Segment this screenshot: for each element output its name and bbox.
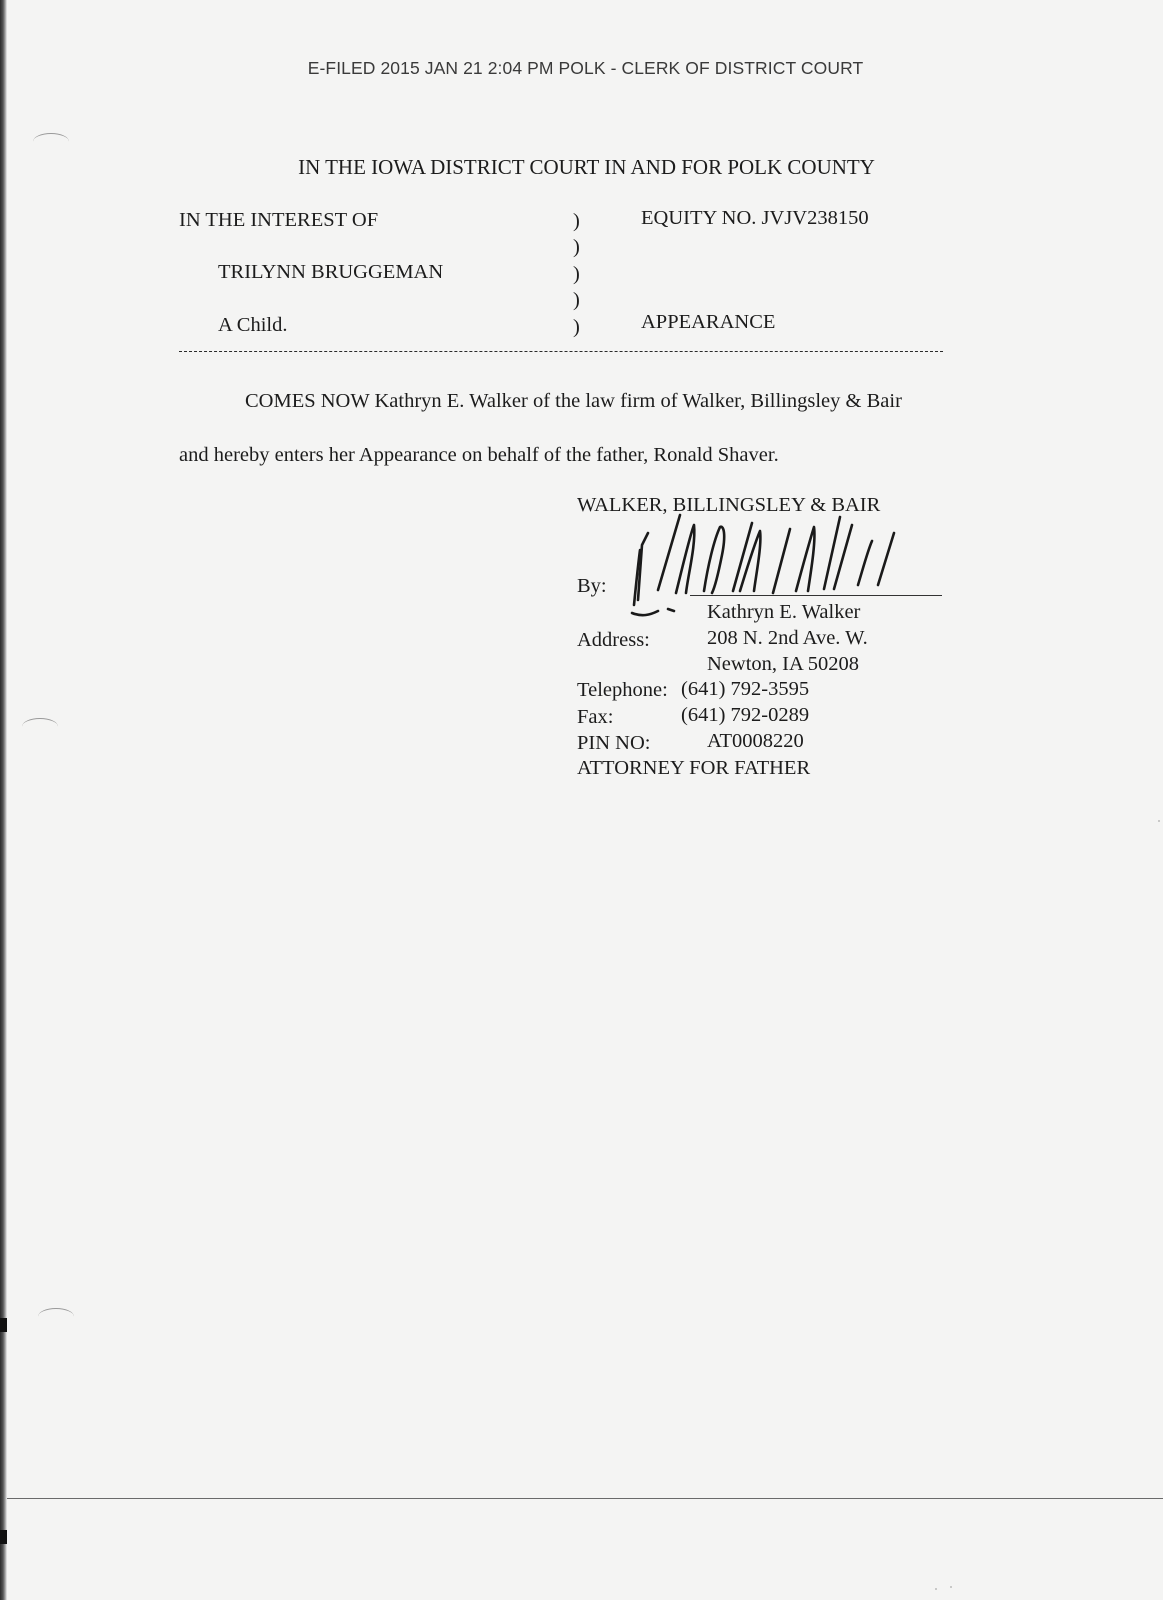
caption-child-name: TRILYNN BRUGGEMAN [218, 261, 444, 283]
court-title: IN THE IOWA DISTRICT COURT IN AND FOR POLK COUNTY [298, 155, 875, 179]
attorney-role: ATTORNEY FOR FATHER [577, 757, 811, 779]
scan-speck [935, 1588, 937, 1590]
caption-paren: ) [573, 236, 580, 258]
scan-edge-notch [0, 1530, 7, 1544]
scan-edge [0, 0, 7, 1600]
body-paragraph-line2: and hereby enters her Appearance on behalf of the father, Ronald Shaver. [179, 444, 779, 466]
telephone-label: Telephone: [577, 679, 668, 701]
scan-edge-notch [0, 1318, 7, 1332]
by-label: By: [577, 575, 607, 597]
punch-hole-mark [22, 718, 58, 735]
caption-paren: ) [573, 210, 580, 232]
pin-number: AT0008220 [707, 730, 804, 752]
scan-speck [950, 1586, 952, 1588]
signer-name: Kathryn E. Walker [707, 601, 861, 623]
caption-in-interest-of: IN THE INTEREST OF [179, 209, 379, 231]
firm-name: WALKER, BILLINGSLEY & BAIR [577, 494, 881, 516]
caption-a-child: A Child. [218, 314, 288, 336]
efiled-stamp: E-FILED 2015 JAN 21 2:04 PM POLK - CLERK OF DISTRICT COURT [307, 58, 864, 78]
punch-hole-mark [33, 133, 69, 150]
scan-bottom-line [7, 1498, 1163, 1499]
body-paragraph-line1: COMES NOW Kathryn E. Walker of the law firm of Walker, Billingsley & Bair [245, 390, 902, 412]
fax-number: (641) 792-0289 [681, 704, 810, 726]
case-number: EQUITY NO. JVJV238150 [641, 207, 869, 229]
punch-hole-mark [38, 1308, 74, 1325]
caption-paren: ) [573, 289, 580, 311]
pin-label: PIN NO: [577, 732, 651, 754]
address-line2: Newton, IA 50208 [707, 653, 860, 675]
document-type: APPEARANCE [641, 311, 776, 333]
address-label: Address: [577, 629, 650, 651]
address-line1: 208 N. 2nd Ave. W. [707, 627, 868, 649]
caption-paren: ) [573, 263, 580, 285]
scan-speck [1158, 820, 1160, 822]
caption-divider [179, 351, 943, 352]
telephone-number: (641) 792-3595 [681, 678, 810, 700]
fax-label: Fax: [577, 706, 614, 728]
caption-paren: ) [573, 316, 580, 338]
